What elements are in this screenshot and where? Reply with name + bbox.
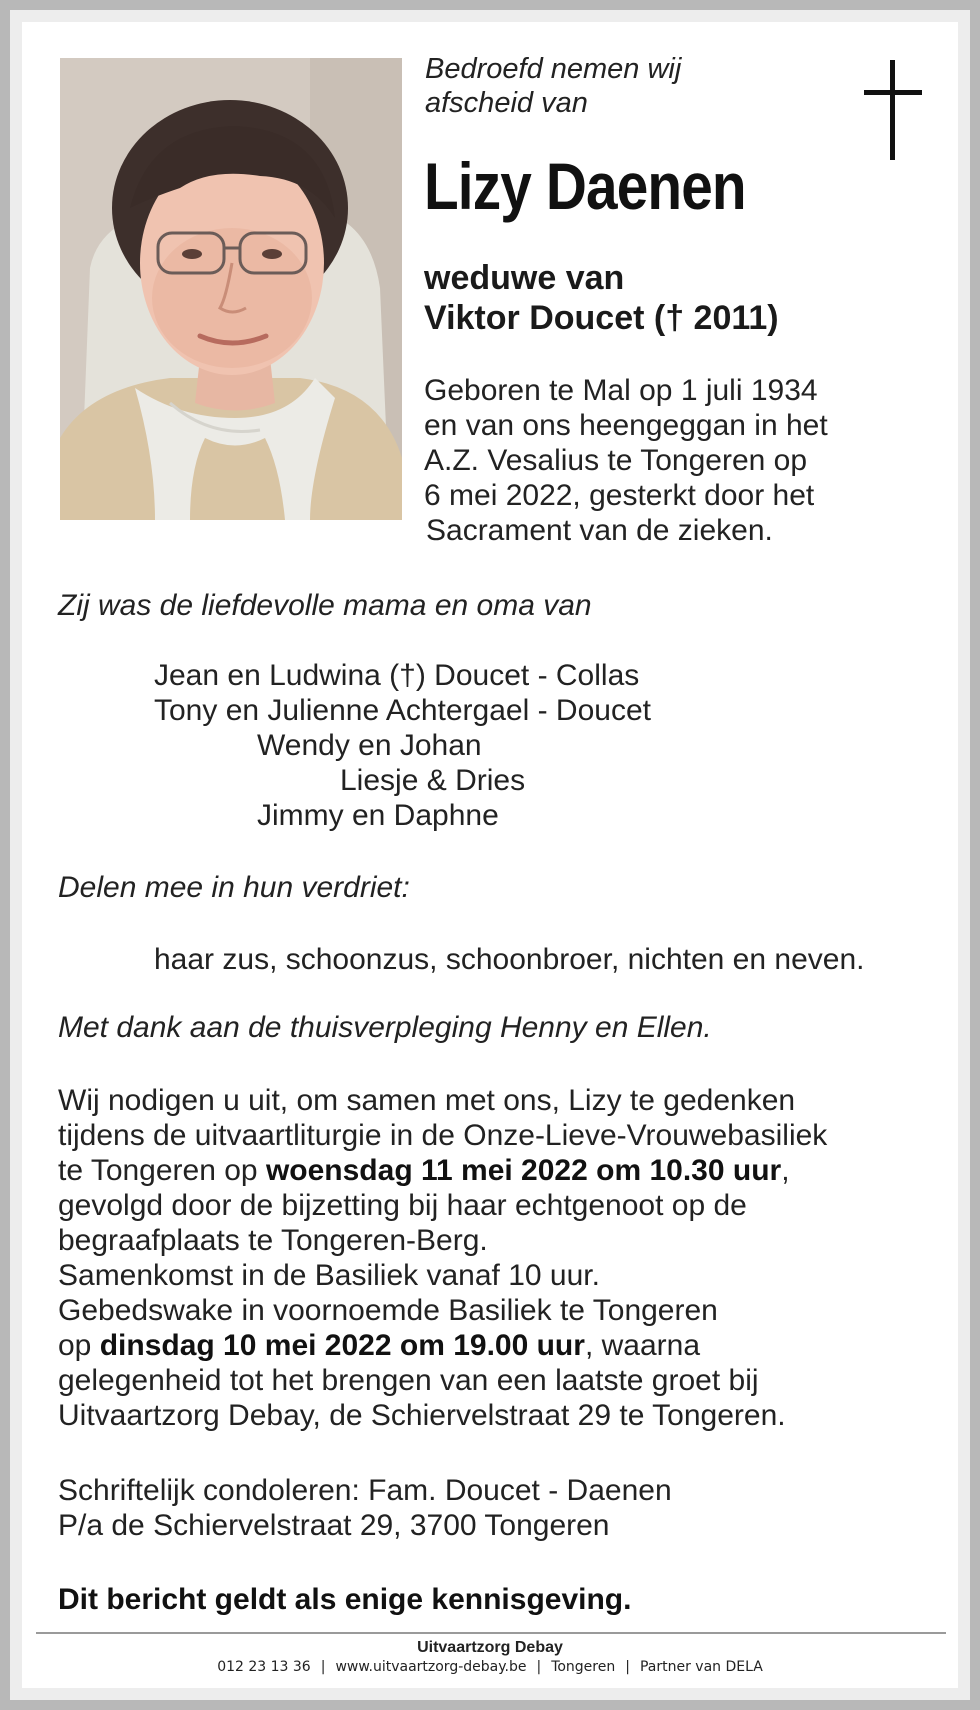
invitation-line: tijdens de uitvaartliturgie in de Onze-Lieve-Vrouwebasiliek xyxy=(58,1119,828,1152)
latin-cross-icon xyxy=(864,60,922,160)
invitation-line xyxy=(58,1328,958,1363)
footer-phone: 012 23 13 36 xyxy=(217,1659,311,1675)
family-heading: Zij was de liefdevolle mama en oma van xyxy=(58,589,592,622)
condolence-address xyxy=(58,1473,958,1543)
funeral-home-contact xyxy=(0,1658,980,1676)
family-member: Wendy en Johan xyxy=(257,729,482,762)
spouse-info xyxy=(424,258,944,338)
invitation-text-part: te Tongeren op xyxy=(58,1154,266,1187)
spouse-line-2: Viktor Doucet († 2011) xyxy=(424,299,779,337)
invitation-line: Wij nodigen u uit, om samen met ons, Lizy te gedenken xyxy=(58,1084,796,1117)
deceased-name: Lizy Daenen xyxy=(424,149,746,223)
family-member: Liesje & Dries xyxy=(340,764,526,797)
invitation-line: gevolgd door de bijzetting bij haar echtgenoot op de xyxy=(58,1189,747,1222)
footer-separator: | xyxy=(625,1659,630,1675)
footer-website[interactable]: www.uitvaartzorg-debay.be xyxy=(335,1659,527,1675)
vigil-date: dinsdag 10 mei 2022 om 19.00 uur xyxy=(99,1329,585,1362)
footer-partner: Partner van DELA xyxy=(639,1659,763,1675)
invitation-text-part: , waarna xyxy=(584,1329,701,1362)
invitation-line: Samenkomst in de Basiliek vanaf 10 uur. xyxy=(58,1259,600,1292)
birth-death-info xyxy=(424,373,944,548)
footer-city: Tongeren xyxy=(551,1659,616,1675)
family-member: Tony en Julienne Achtergael - Doucet xyxy=(154,694,651,727)
funeral-date: woensdag 11 mei 2022 om 10.30 uur xyxy=(265,1154,782,1187)
invitation-line: gelegenheid tot het brengen van een laatste groet bij xyxy=(58,1364,759,1397)
condolence-line: P/a de Schiervelstraat 29, 3700 Tongeren xyxy=(58,1509,610,1542)
footer-separator: | xyxy=(536,1659,542,1675)
intro-text xyxy=(425,52,845,120)
footer-divider xyxy=(36,1632,946,1634)
born-line: en van ons heengeggan in het xyxy=(424,409,828,442)
thanks-text: Met dank aan de thuisverpleging Henny en Ellen. xyxy=(58,1011,712,1044)
intro-line-1: Bedroefd nemen wij xyxy=(425,53,682,85)
invitation-line: Gebedswake in voornoemde Basiliek te Tongeren xyxy=(58,1294,718,1327)
invitation-line xyxy=(58,1153,958,1188)
invitation-text xyxy=(58,1083,958,1433)
spouse-line-1: weduwe van xyxy=(424,259,625,297)
family-member: Jean en Ludwina (†) Doucet - Collas xyxy=(154,659,640,692)
invitation-line: Uitvaartzorg Debay, de Schiervelstraat 29 te Tongeren. xyxy=(58,1399,786,1432)
born-line: Geboren te Mal op 1 juli 1934 xyxy=(424,374,818,407)
invitation-text-part: , xyxy=(781,1154,790,1187)
born-line: 6 mei 2022, gesterkt door het xyxy=(424,479,815,512)
condolence-line: Schriftelijk condoleren: Fam. Doucet - Daenen xyxy=(58,1474,672,1507)
invitation-text-part: op xyxy=(58,1329,100,1362)
grief-heading: Delen mee in hun verdriet: xyxy=(58,871,410,904)
funeral-home-name: Uitvaartzorg Debay xyxy=(417,1639,563,1656)
born-line: Sacrament van de zieken. xyxy=(426,514,773,547)
invitation-line: begraafplaats te Tongeren-Berg. xyxy=(58,1224,488,1257)
family-member: Jimmy en Daphne xyxy=(257,799,499,832)
grief-line: haar zus, schoonzus, schoonbroer, nichten en neven. xyxy=(154,943,865,976)
born-line: A.Z. Vesalius te Tongeren op xyxy=(424,444,808,477)
footer-separator: | xyxy=(320,1659,326,1675)
intro-line-2: afscheid van xyxy=(425,87,588,119)
portrait-photo xyxy=(60,58,402,520)
closing-notice: Dit bericht geldt als enige kennisgeving. xyxy=(58,1583,632,1616)
